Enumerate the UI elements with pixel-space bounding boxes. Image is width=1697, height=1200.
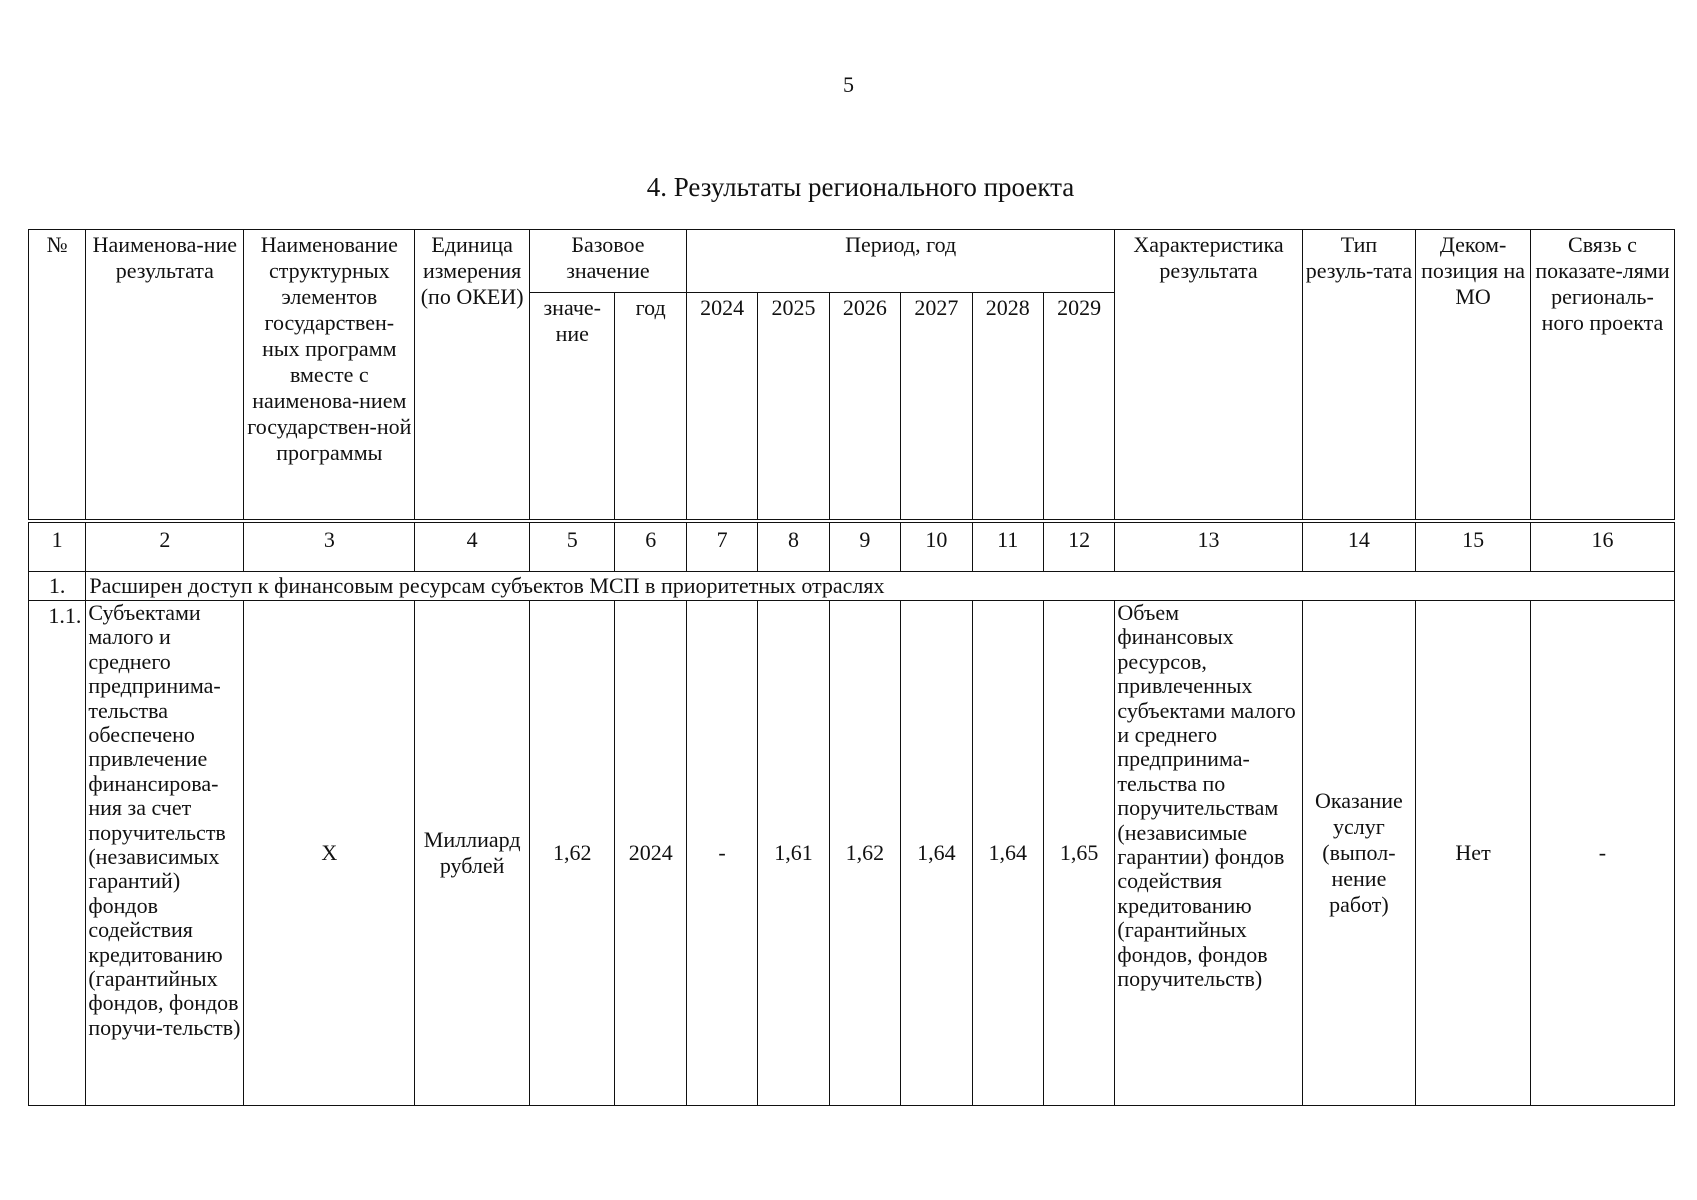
column-number: 4 xyxy=(415,521,530,572)
column-number: 9 xyxy=(829,521,900,572)
row-structural-elements: X xyxy=(244,600,415,1105)
header-link: Связь с показате-лями региональ-ного проекта xyxy=(1530,230,1674,521)
section-number: 1. xyxy=(29,572,86,601)
header-year: 2026 xyxy=(829,293,900,521)
page-number: 5 xyxy=(843,72,854,97)
column-number: 1 xyxy=(29,521,86,572)
row-value-2027: 1,64 xyxy=(901,600,972,1105)
results-table xyxy=(28,229,1675,1106)
row-value-2029: 1,65 xyxy=(1043,600,1114,1105)
column-number: 8 xyxy=(758,521,829,572)
row-base-value: 1,62 xyxy=(530,600,615,1105)
column-number: 15 xyxy=(1416,521,1531,572)
row-unit: Миллиард рублей xyxy=(415,600,530,1105)
header-num: № xyxy=(29,230,86,521)
header-characteristic: Характеристика результата xyxy=(1115,230,1302,521)
header-decomposition: Деком-позиция на МО xyxy=(1416,230,1531,521)
header-year: 2027 xyxy=(901,293,972,521)
column-number: 14 xyxy=(1302,521,1416,572)
row-base-year: 2024 xyxy=(615,600,686,1105)
column-number: 7 xyxy=(686,521,757,572)
column-number: 3 xyxy=(244,521,415,572)
header-result-name: Наименова-ние результата xyxy=(86,230,244,521)
header-structural-elements: Наименование структурных элементов государствен-ных программ вместе с наименова-нием государствен-ной программы xyxy=(244,230,415,521)
table-row xyxy=(29,600,1675,1105)
column-number: 5 xyxy=(530,521,615,572)
section-row xyxy=(29,572,1675,601)
row-result-name: Субъектами малого и среднего предпринима-тельства обеспечено привлечение финансирова-ния за счет поручительств (независимых гарантий) фондов содействия кредитованию (гарантийных фондов, фондов поручи-тельств) xyxy=(86,600,244,1105)
header-unit: Единица измерения (по ОКЕИ) xyxy=(415,230,530,521)
column-number: 12 xyxy=(1043,521,1114,572)
header-year: 2024 xyxy=(686,293,757,521)
header-row-1 xyxy=(29,230,1675,293)
header-base-value-year: год xyxy=(615,293,686,521)
header-year: 2025 xyxy=(758,293,829,521)
header-base-value-value: значе-ние xyxy=(530,293,615,521)
column-number: 6 xyxy=(615,521,686,572)
row-link: - xyxy=(1530,600,1674,1105)
row-characteristic: Объем финансовых ресурсов, привлеченных субъектами малого и среднего предпринима-тельства по поручительствам (независимые гарантии) фондов содействия кредитованию (гарантийных фондов, фондов поручительств) xyxy=(1115,600,1302,1105)
column-number: 16 xyxy=(1530,521,1674,572)
column-number: 11 xyxy=(972,521,1043,572)
row-value-2024: - xyxy=(686,600,757,1105)
column-numbers-row xyxy=(29,521,1675,572)
column-number: 13 xyxy=(1115,521,1302,572)
header-year: 2029 xyxy=(1043,293,1114,521)
row-result-type: Оказание услуг (выпол-нение работ) xyxy=(1302,600,1416,1105)
column-number: 2 xyxy=(86,521,244,572)
row-decomposition: Нет xyxy=(1416,600,1531,1105)
section-text: Расширен доступ к финансовым ресурсам субъектов МСП в приоритетных отраслях xyxy=(86,572,1675,601)
header-base-value: Базовое значение xyxy=(530,230,687,293)
column-number: 10 xyxy=(901,521,972,572)
section-title: 4. Результаты регионального проекта xyxy=(646,172,1075,202)
header-year: 2028 xyxy=(972,293,1043,521)
header-period: Период, год xyxy=(686,230,1115,293)
row-value-2028: 1,64 xyxy=(972,600,1043,1105)
row-number: 1.1. xyxy=(29,600,86,1105)
row-value-2026: 1,62 xyxy=(829,600,900,1105)
header-result-type: Тип резуль-тата xyxy=(1302,230,1416,521)
row-value-2025: 1,61 xyxy=(758,600,829,1105)
